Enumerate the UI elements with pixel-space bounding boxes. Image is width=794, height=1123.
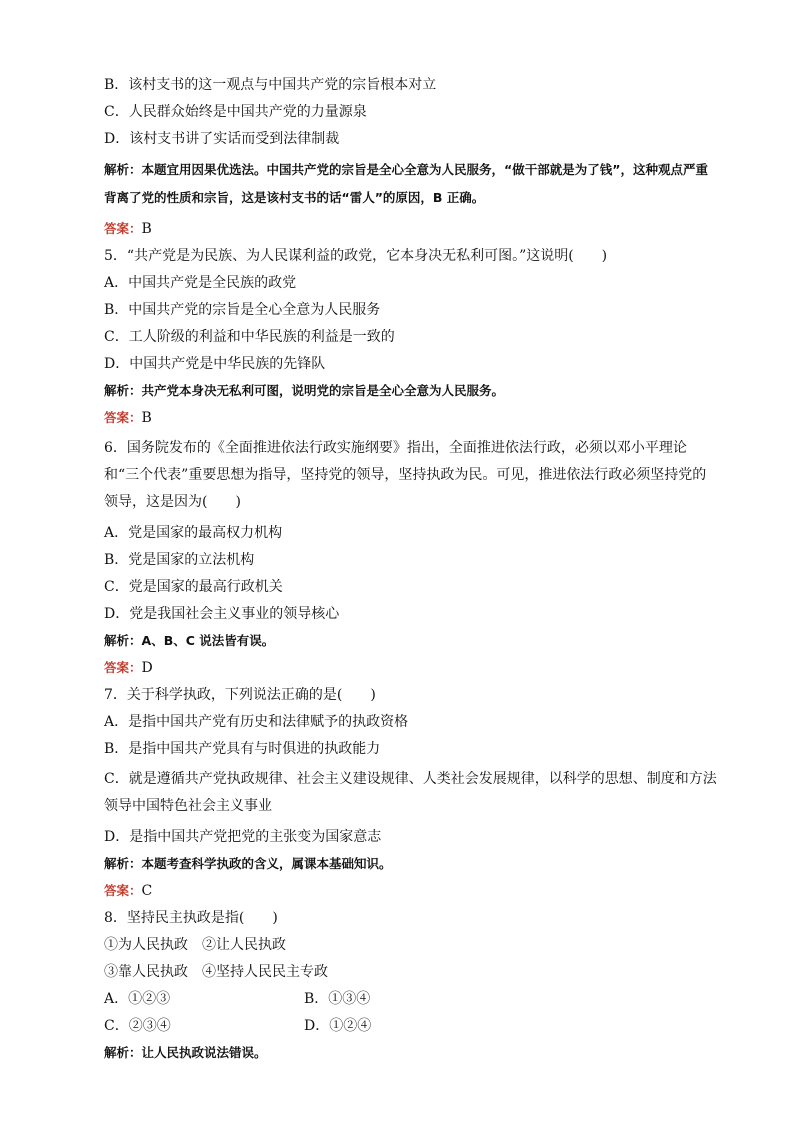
q7-answer [104, 881, 720, 908]
q5-analysis-label: 解析： [104, 383, 142, 398]
q8-analysis-label: 解析： [104, 1045, 142, 1060]
question-content [104, 75, 720, 1070]
q8-option-c: C．②③④ [104, 1018, 171, 1034]
q8-option-a: A．①②③ [104, 991, 171, 1007]
q6-analysis [104, 631, 720, 658]
q8-option-d: D．①②④ [304, 1018, 372, 1034]
q6-option-c: C．党是国家的最高行政机关 [104, 579, 283, 595]
q4-answer [104, 219, 720, 246]
q6-stem: 6．国务院发布的《全面推进依法行政实施纲要》指出，全面推进依法行政，必须以邓小平理论和“三个代表”重要思想为指导，坚持党的领导，坚持执政为民。可见，推进依法行政必须坚持党的领导，这是因为( ) [104, 440, 707, 510]
q4-analysis-label: 解析： [104, 162, 142, 177]
q4-answer-value: B [141, 221, 152, 237]
q7-stem: 7．关于科学执政，下列说法正确的是( ) [104, 687, 376, 703]
q7-answer-value: C [141, 883, 153, 899]
q5-stem: 5．“共产党是为民族、为人民谋利益的政党，它本身决无私利可图。”这说明( ) [104, 248, 608, 264]
q4-option-d: D．该村支书讲了实话而受到法律制裁 [104, 131, 340, 147]
q4-answer-label: 答案： [104, 221, 142, 236]
q4-analysis [104, 156, 720, 212]
q6-answer-value: D [141, 660, 153, 676]
q5-answer-label: 答案： [104, 410, 142, 425]
q7-option-c: C．就是遵循共产党执政规律、社会主义建设规律、人类社会发展规律，以科学的思想、制度和方法领导中国特色社会主义事业 [104, 771, 717, 814]
q8-options-row-1 [104, 989, 720, 1016]
q5-option-c: C．工人阶级的利益和中华民族的利益是一致的 [104, 329, 395, 345]
q8-stem: 8．坚持民主执政是指( ) [104, 910, 278, 926]
q8-items-line-1: ①为人民执政 ②让人民执政 [104, 937, 286, 953]
q7-analysis-label: 解析： [104, 856, 142, 871]
q5-option-d: D．中国共产党是中华民族的先锋队 [104, 356, 326, 372]
q4-option-c: C．人民群众始终是中国共产党的力量源泉 [104, 104, 367, 120]
q7-option-d: D．是指中国共产党把党的主张变为国家意志 [104, 829, 382, 845]
q4-option-b: B．该村支书的这一观点与中国共产党的宗旨根本对立 [104, 77, 437, 93]
q7-answer-label: 答案： [104, 883, 142, 898]
q4-analysis-text: 本题宜用因果优选法。中国共产党的宗旨是全心全意为人民服务，“做干部就是为了钱”，这种观点严重背离了党的性质和宗旨，这是该村支书的话“雷人”的原因，B 正确。 [104, 162, 708, 205]
q6-analysis-text: A、B、C 说法皆有误。 [141, 633, 275, 648]
q5-analysis [104, 381, 720, 408]
q5-answer [104, 408, 720, 435]
q7-option-b: B．是指中国共产党具有与时俱进的执政能力 [104, 741, 381, 757]
q8-analysis-text: 让人民执政说法错误。 [141, 1045, 267, 1060]
q8-options-row-2 [104, 1016, 720, 1043]
q5-option-b: B．中国共产党的宗旨是全心全意为人民服务 [104, 302, 381, 318]
q6-option-d: D．党是我国社会主义事业的领导核心 [104, 606, 340, 622]
q5-answer-value: B [141, 410, 152, 426]
q6-option-b: B．党是国家的立法机构 [104, 552, 255, 568]
q6-answer [104, 658, 720, 685]
q6-analysis-label: 解析： [104, 633, 142, 648]
q5-option-a: A．中国共产党是全民族的政党 [104, 275, 297, 291]
q8-items-line-2: ③靠人民执政 ④坚持人民民主专政 [104, 964, 328, 980]
q7-analysis-text: 本题考查科学执政的含义，属课本基础知识。 [141, 856, 392, 871]
q6-option-a: A．党是国家的最高权力机构 [104, 525, 283, 541]
q8-analysis [104, 1043, 720, 1070]
q7-option-a: A．是指中国共产党有历史和法律赋予的执政资格 [104, 714, 409, 730]
q5-analysis-text: 共产党本身决无私利可图，说明党的宗旨是全心全意为人民服务。 [141, 383, 505, 398]
q6-answer-label: 答案： [104, 660, 142, 675]
q7-analysis [104, 854, 720, 881]
q8-option-b: B．①③④ [304, 991, 371, 1007]
